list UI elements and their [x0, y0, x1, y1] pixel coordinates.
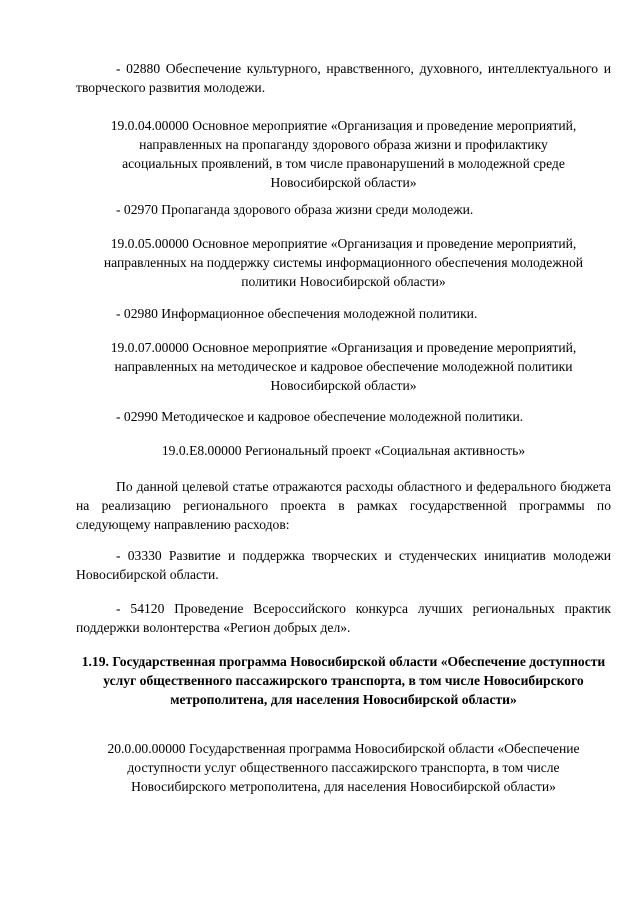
main-event-19-0-07: 19.0.07.00000 Основное мероприятие «Организация и проведение мероприятий, направленных на методическое и кадровое обеспечение молодежной политики Новосибирской области»: [110, 340, 577, 393]
target-article-description: По данной целевой статье отражаются расходы областного и федерального бюджета на реализацию регионального проекта в рамках государственной программы по следующему направлению расходов:: [76, 479, 611, 532]
section-heading-1-19: 1.19. Государственная программа Новосибирской области «Обеспечение доступности услуг общественного пассажирского транспорта, в том числе Новосибирского метрополитена, для населения Новосибирской области»: [81, 654, 606, 707]
expense-item-54120: - 54120 Проведение Всероссийского конкурса лучших региональных практик поддержки волонтерства «Регион добрых дел».: [76, 601, 611, 635]
main-event-19-0-04: 19.0.04.00000 Основное мероприятие «Организация и проведение мероприятий, направленных на пропаганду здорового образа жизни и профилактику асоциальных проявлений, в том числе правонарушений в молодежной среде Новосибирской области»: [110, 118, 577, 190]
expense-item-02880: - 02880 Обеспечение культурного, нравственного, духовного, интеллектуального и творческого развития молодежи.: [76, 61, 611, 95]
expense-item-02990: - 02990 Методическое и кадровое обеспечение молодежной политики.: [116, 409, 524, 424]
expense-item-02980: - 02980 Информационное обеспечения молодежной политики.: [116, 306, 478, 321]
expense-item-02970: - 02970 Пропаганда здорового образа жизни среди молодежи.: [116, 202, 474, 217]
state-program-20-0: 20.0.00.00000 Государственная программа Новосибирской области «Обеспечение доступности услуг общественного пассажирского транспорта, в том числе Новосибирского метрополитена, для населения Новосибирской области»: [107, 741, 580, 794]
regional-project-19-0-e8: 19.0.E8.00000 Региональный проект «Социальная активность»: [161, 443, 526, 458]
main-event-19-0-05: 19.0.05.00000 Основное мероприятие «Организация и проведение мероприятий, направленных на поддержку системы информационного обеспечения молодежной политики Новосибирской области»: [103, 236, 584, 289]
expense-item-03330: - 03330 Развитие и поддержка творческих и студенческих инициатив молодежи Новосибирской области.: [76, 548, 611, 582]
